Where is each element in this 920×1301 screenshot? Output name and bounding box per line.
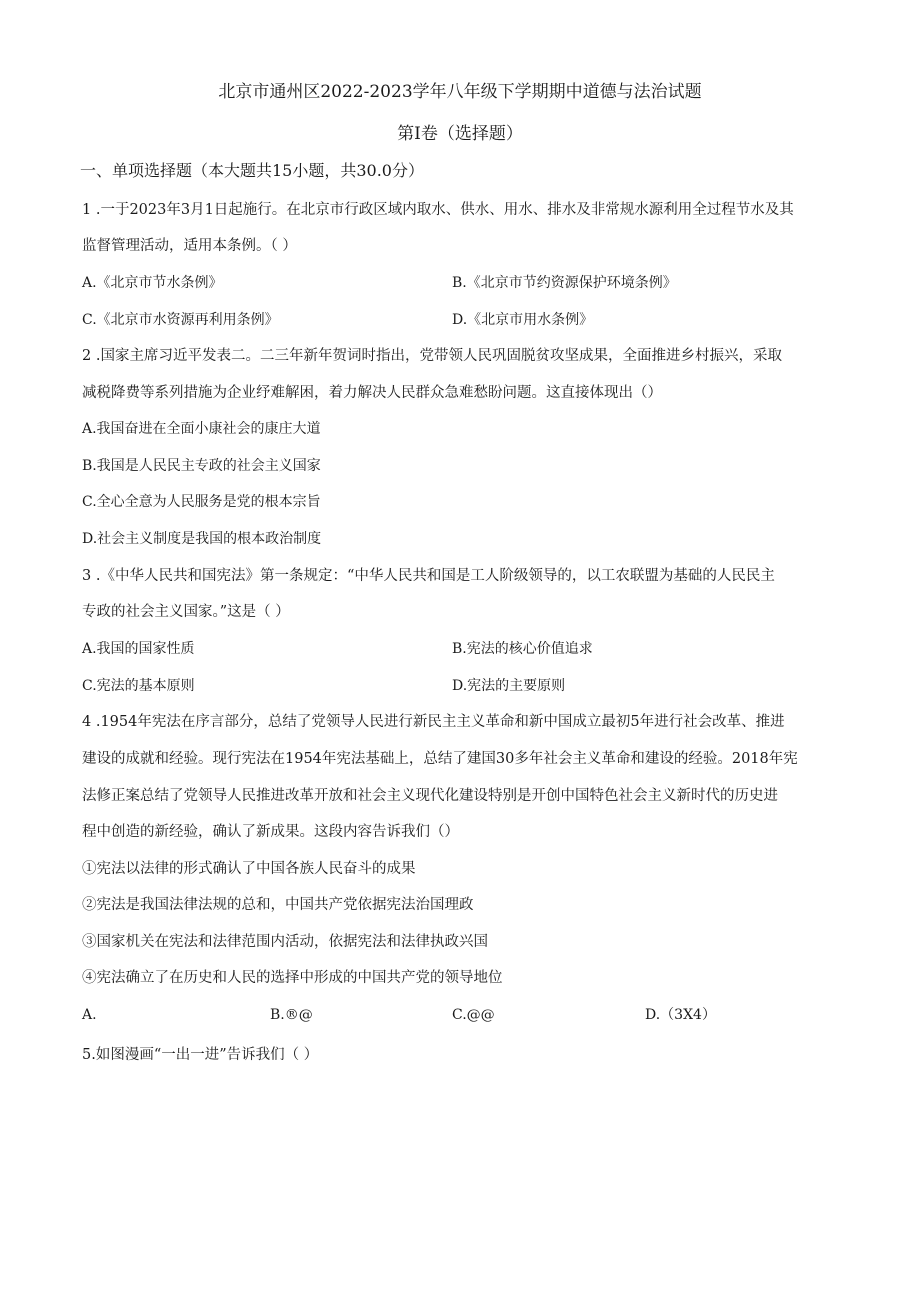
q4-item-2: ②宪法是我国法律法规的总和，中国共产党依据宪法治国理政 [82, 897, 474, 913]
q4-option-c: C.@@ [452, 1007, 495, 1023]
q3-option-a: A.我国的国家性质 [82, 641, 195, 657]
q4-item-3: ③国家机关在宪法和法律范围内活动，依据宪法和法律执政兴国 [82, 934, 488, 950]
part-title: 第I卷（选择题） [397, 124, 523, 144]
q1-option-c: C.《北京市水资源再利用条例》 [82, 312, 279, 328]
q3-stem-line2: 专政的社会主义国家。”这是（ ） [82, 604, 290, 620]
q2-option-a: A.我国奋进在全面小康社会的康庄大道 [82, 421, 321, 437]
q1-option-d: D.《北京市用水条例》 [452, 312, 594, 328]
q4-option-d: D.（3X4） [645, 1007, 716, 1023]
q3-option-c: C.宪法的基本原则 [82, 678, 195, 694]
q4-option-a: A. [82, 1007, 97, 1023]
q1-option-b: B.《北京市节约资源保护环境条例》 [452, 275, 677, 291]
q2-option-d: D.社会主义制度是我国的根本政治制度 [82, 531, 322, 547]
q4-option-b: B.®@ [270, 1007, 313, 1023]
q1-stem-line1: 1 .一于2023年3月1日起施行。在北京市行政区域内取水、供水、用水、排水及非常规水源利用全过程节水及其 [82, 202, 794, 218]
q3-option-b: B.宪法的核心价值追求 [452, 641, 593, 657]
q4-stem-line4: 程中创造的新经验，确认了新成果。这段内容告诉我们（） [82, 824, 459, 840]
q4-item-1: ①宪法以法律的形式确认了中国各族人民奋斗的成果 [82, 861, 416, 877]
exam-title: 北京市通州区2022-2023学年八年级下学期期中道德与法治试题 [218, 82, 702, 102]
q3-stem-line1: 3 .《中华人民共和国宪法》第一条规定：“中华人民共和国是工人阶级领导的，以工农联盟为基础的人民民主 [82, 568, 775, 584]
q4-item-4: ④宪法确立了在历史和人民的选择中形成的中国共产党的领导地位 [82, 970, 503, 986]
q1-option-a: A.《北京市节水条例》 [82, 275, 223, 291]
q2-stem-line2: 减税降费等系列措施为企业纾难解困，着力解决人民群众急难愁盼问题。这直接体现出（） [82, 385, 662, 401]
q2-option-c: C.全心全意为人民服务是党的根本宗旨 [82, 494, 321, 510]
q3-option-d: D.宪法的主要原则 [452, 678, 566, 694]
q5-stem-line1: 5.如图漫画“一出一进”告诉我们（ ） [82, 1047, 319, 1063]
q1-stem-line2: 监督管理活动，适用本条例。（ ） [82, 238, 297, 254]
q4-stem-line3: 法修正案总结了党领导人民推进改革开放和社会主义现代化建设特别是开创中国特色社会主义新时代的历史进 [82, 788, 778, 804]
section-heading: 一、单项选择题（本大题共15小题，共30.0分） [80, 161, 424, 180]
q2-stem-line1: 2 .国家主席习近平发表二。二三年新年贺词时指出，党带领人民巩固脱贫攻坚成果，全面推进乡村振兴，采取 [82, 348, 782, 364]
q4-stem-line1: 4 .1954年宪法在序言部分，总结了党领导人民进行新民主主义革命和新中国成立最初5年进行社会改革、推进 [82, 714, 785, 730]
q2-option-b: B.我国是人民民主专政的社会主义国家 [82, 458, 321, 474]
q4-stem-line2: 建设的成就和经验。现行宪法在1954年宪法基础上，总结了建国30多年社会主义革命和建设的经验。2018年宪 [82, 751, 798, 767]
